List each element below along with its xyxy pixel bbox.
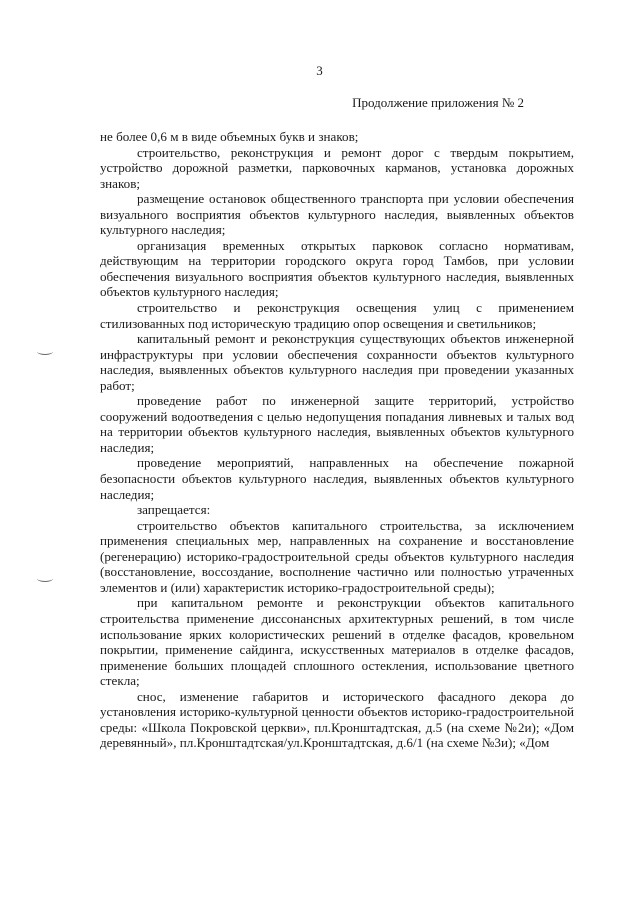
paragraph: при капитальном ремонте и реконструкции объектов капитального строительства применение диссонансных архитектурных решений, в том числе использование ярких колористических решений в отделке фасадов, кровельном покрытии, применение сайдинга, искусственных материалов в отделке фасадов, применение больших площадей сплошного остекления, использование цветного стекла; [100,595,574,689]
paragraph: проведение мероприятий, направленных на обеспечение пожарной безопасности объектов культурного наследия, выявленных объектов культурного наследия; [100,455,574,502]
paragraph: проведение работ по инженерной защите территорий, устройство сооружений водоотведения с целью недопущения попадания ливневых и талых вод на территории объектов культурного наследия, выявленных объектов культурного наследия; [100,393,574,455]
paragraph: строительство объектов капитального строительства, за исключением применения специальных мер, направленных на сохранение и восстановление (регенерацию) историко-градостроительной среды объектов культурного наследия (восстановление, воссоздание, восполнение частично или полностью утраченных элементов и (или) характеристик историко-градостроительной среды); [100,517,574,595]
paragraph: организация временных открытых парковок согласно нормативам, действующим на территории городского округа город Тамбов, при условии обеспечения визуального восприятия объектов культурного наследия, выявленных объектов культурного наследия; [100,237,574,300]
paragraph: размещение остановок общественного транспорта при условии обеспечения визуального восприятия объектов культурного наследия, выявленных объектов культурного наследия; [100,191,574,238]
continuation-header: Продолжение приложения № 2 [352,95,524,110]
document-body [100,129,574,751]
paragraph: строительство и реконструкция освещения улиц с применением стилизованных под историческую традицию опор освещения и светильников; [100,300,574,331]
paragraph: строительство, реконструкция и ремонт дорог с твердым покрытием, устройство дорожной разметки, парковочных карманов, установка дорожных знаков; [100,144,574,191]
paragraph: запрещается: [137,502,211,518]
paragraph: снос, изменение габаритов и исторического фасадного декора до установления историко-культурной ценности объектов историко-градостроительной среды: «Школа Покровской церкви», пл.Кронштадтская, д.5 (на схеме №2и); «Дом деревянный», пл.Кронштадтская/ул.Кронштадтская, д.6/1 (на схеме №3и); «Дом [100,688,574,751]
paragraph: капитальный ремонт и реконструкция существующих объектов инженерной инфраструктуры при условии обеспечения сохранности объектов культурного наследия, выявленных объектов культурного наследия при проведении указанных работ; [100,331,574,393]
paragraph: не более 0,6 м в виде объемных букв и знаков; [100,129,359,144]
page-number: 3 [316,63,323,78]
binding-hole-mark [37,575,53,582]
binding-hole-mark [37,348,53,355]
